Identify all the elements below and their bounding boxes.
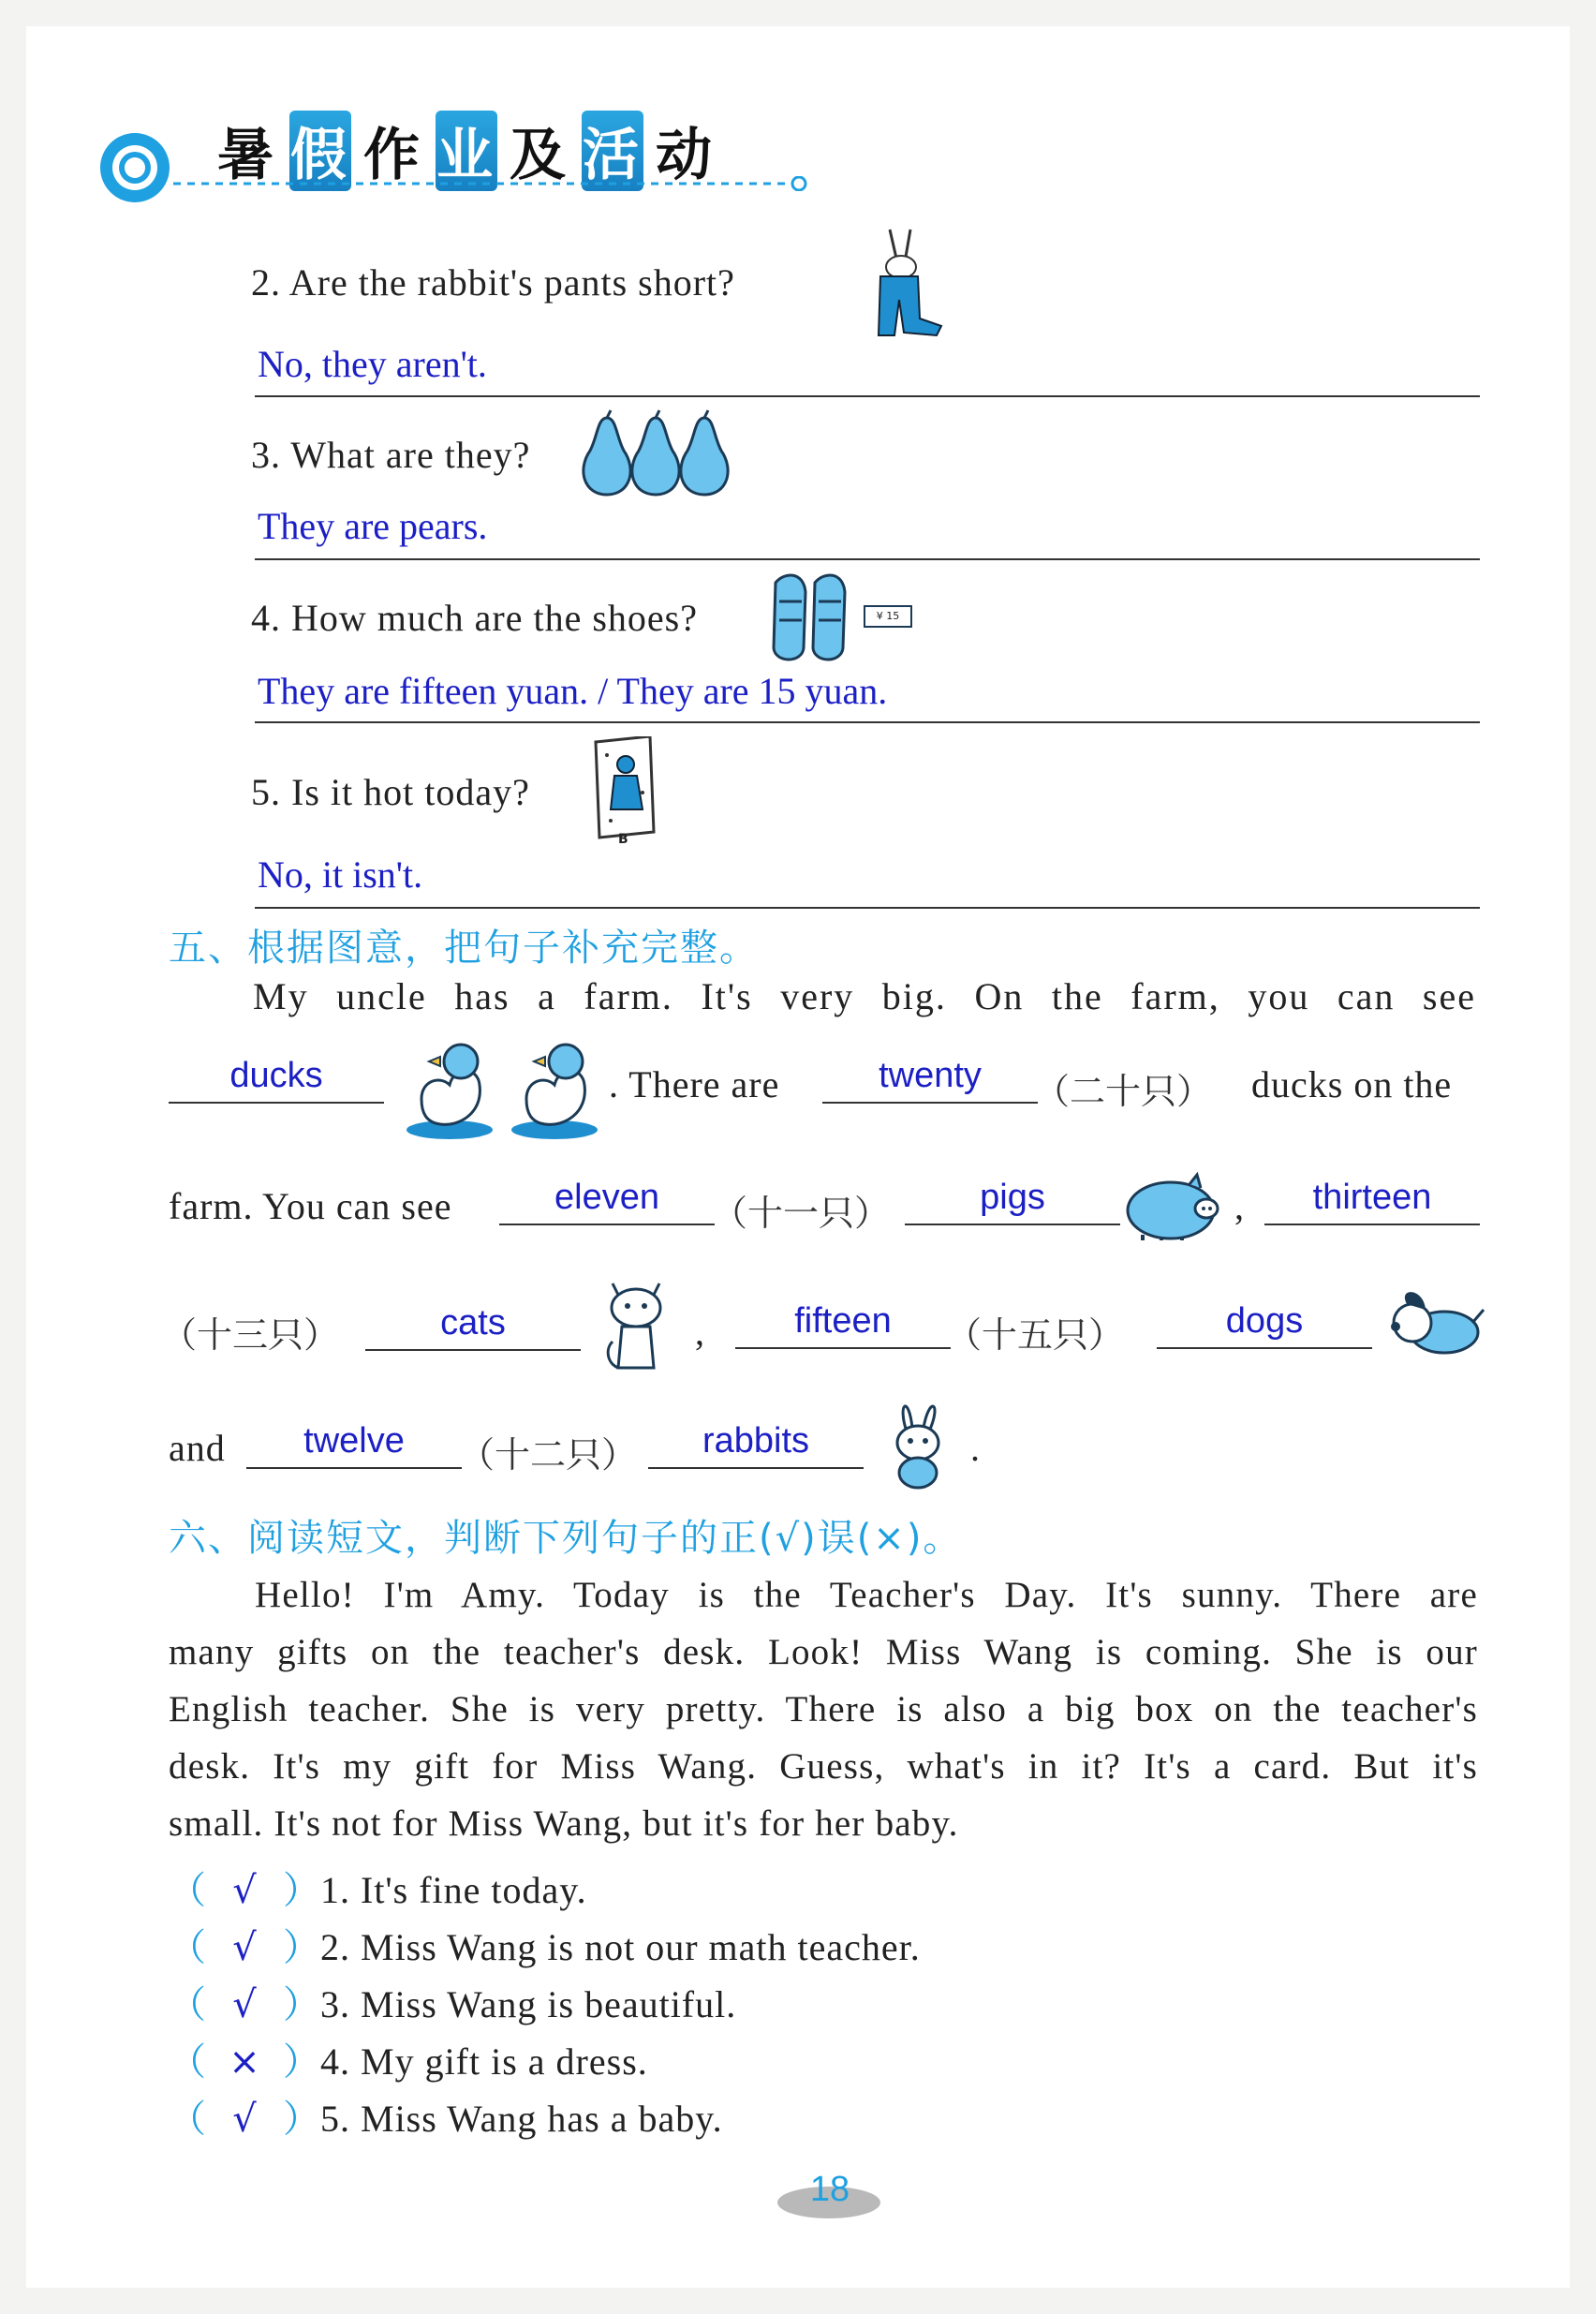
passage-line: Hello! I'm Amy. Today is the Teacher's Day. It's sunny. There are — [255, 1575, 1478, 1615]
hint-13: （十三只） — [161, 1314, 340, 1356]
judgement-item — [169, 1918, 921, 1970]
page-number: 18 — [809, 2170, 850, 2209]
ducks-icon — [403, 1029, 607, 1141]
blank-twenty[interactable]: twenty — [822, 1053, 1038, 1104]
paren-close: ） — [283, 1869, 320, 1912]
dog-icon — [1379, 1285, 1485, 1360]
picture-label: B — [618, 832, 628, 847]
farm-intro: My uncle has a farm. It's very big. On the farm, you can see — [253, 975, 1476, 1017]
question-number: 4. — [251, 597, 281, 639]
question-2 — [251, 260, 735, 304]
judgement-item — [169, 1975, 736, 2027]
period: . — [970, 1427, 981, 1469]
text-farm-you-can-see: farm. You can see — [169, 1185, 452, 1227]
answer-5: No, it isn't. — [258, 853, 423, 896]
paren-close: ） — [283, 1983, 320, 2026]
blank-fifteen[interactable]: fifteen — [735, 1298, 951, 1349]
paren-open: （ — [169, 1869, 206, 1912]
judgement-mark[interactable]: √ — [232, 1983, 257, 2026]
judgement-item — [169, 2032, 648, 2084]
hint-15: （十五只） — [946, 1314, 1125, 1356]
cat-icon — [599, 1274, 672, 1379]
hint-12: （十二只） — [459, 1434, 638, 1476]
judgement-text: 4. My gift is a dress. — [320, 2040, 648, 2083]
rabbit-pants-icon — [862, 225, 946, 337]
paren-open: （ — [169, 1983, 206, 2026]
blank-ducks[interactable]: ducks — [169, 1053, 384, 1104]
pears-icon — [579, 408, 733, 498]
hint-11: （十一只） — [712, 1193, 891, 1234]
header-title — [211, 111, 722, 188]
header-char-highlight: 假 — [289, 111, 351, 191]
question-3 — [251, 433, 530, 477]
judgement-item — [169, 2089, 723, 2142]
answer-line — [255, 558, 1480, 560]
header-char: 作 — [363, 123, 423, 188]
judgement-mark[interactable]: √ — [232, 1869, 257, 1912]
question-number: 3. — [251, 434, 281, 476]
answer-4: They are fifteen yuan. / They are 15 yuan. — [258, 670, 888, 712]
passage-line: desk. It's my gift for Miss Wang. Guess, what's in it? It's a card. But it's — [169, 1746, 1478, 1787]
price-tag: ¥ 15 — [864, 605, 912, 628]
header-target-icon — [98, 131, 171, 204]
answer-line — [255, 395, 1480, 397]
pig-icon — [1124, 1171, 1223, 1242]
header-dotted-line — [173, 176, 810, 191]
text-and: and — [169, 1427, 226, 1469]
header-char-highlight: 业 — [436, 111, 497, 191]
header-char-highlight: 活 — [582, 111, 643, 191]
header-char: 及 — [510, 123, 569, 188]
paren-close: ） — [283, 2040, 320, 2084]
judgement-mark[interactable]: √ — [232, 2098, 257, 2141]
judgement-text: 5. Miss Wang has a baby. — [320, 2098, 723, 2140]
shoes-price-icon — [766, 573, 852, 665]
question-number: 5. — [251, 771, 281, 813]
blank-pigs[interactable]: pigs — [905, 1175, 1120, 1225]
passage-line: many gifts on the teacher's desk. Look! Miss Wang is coming. She is our — [169, 1632, 1478, 1672]
answer-2: No, they aren't. — [258, 343, 487, 385]
header-char: 动 — [656, 123, 716, 188]
text-ducks-on-the: ducks on the — [1251, 1063, 1453, 1105]
header-char: 暑 — [217, 123, 277, 188]
blank-cats[interactable]: cats — [365, 1300, 581, 1351]
question-text: Is it hot today? — [291, 771, 530, 813]
question-4 — [251, 596, 698, 640]
section-5-title: 五、根据图意，把句子补充完整。 — [169, 927, 759, 970]
judgement-text: 3. Miss Wang is beautiful. — [320, 1983, 737, 2025]
paren-open: （ — [169, 2040, 206, 2084]
paren-close: ） — [283, 1926, 320, 1969]
paren-open: （ — [169, 2098, 206, 2141]
comma: , — [1234, 1185, 1245, 1227]
judgement-mark[interactable]: × — [229, 2040, 260, 2084]
blank-rabbits[interactable]: rabbits — [648, 1418, 864, 1469]
question-text: Are the rabbit's pants short? — [288, 261, 735, 304]
text-there-are: . There are — [609, 1063, 780, 1105]
question-number: 2. — [251, 261, 281, 304]
question-text: What are they? — [290, 434, 531, 476]
blank-twelve[interactable]: twelve — [246, 1418, 462, 1469]
paren-open: （ — [169, 1926, 206, 1969]
question-text: How much are the shoes? — [291, 597, 698, 639]
blank-eleven[interactable]: eleven — [499, 1175, 715, 1225]
judgement-text: 1. It's fine today. — [320, 1869, 587, 1911]
comma: , — [695, 1311, 705, 1353]
rabbit-icon — [880, 1394, 955, 1491]
answer-line — [255, 907, 1480, 909]
judgement-mark[interactable]: √ — [232, 1926, 257, 1969]
paren-close: ） — [283, 2098, 320, 2141]
passage-line: small. It's not for Miss Wang, but it's for her baby. — [169, 1803, 959, 1844]
hint-20: （二十只） — [1034, 1071, 1213, 1112]
blank-thirteen[interactable]: thirteen — [1264, 1175, 1480, 1225]
section-6-title: 六、阅读短文，判断下列句子的正(√)误(×)。 — [169, 1517, 963, 1560]
answer-3: They are pears. — [258, 505, 488, 547]
answer-line — [255, 721, 1480, 723]
blank-dogs[interactable]: dogs — [1157, 1298, 1372, 1349]
passage-line: English teacher. She is very pretty. There is also a big box on the teacher's — [169, 1689, 1478, 1729]
question-5 — [251, 770, 530, 814]
judgement-item — [169, 1861, 587, 1913]
judgement-text: 2. Miss Wang is not our math teacher. — [320, 1926, 921, 1968]
